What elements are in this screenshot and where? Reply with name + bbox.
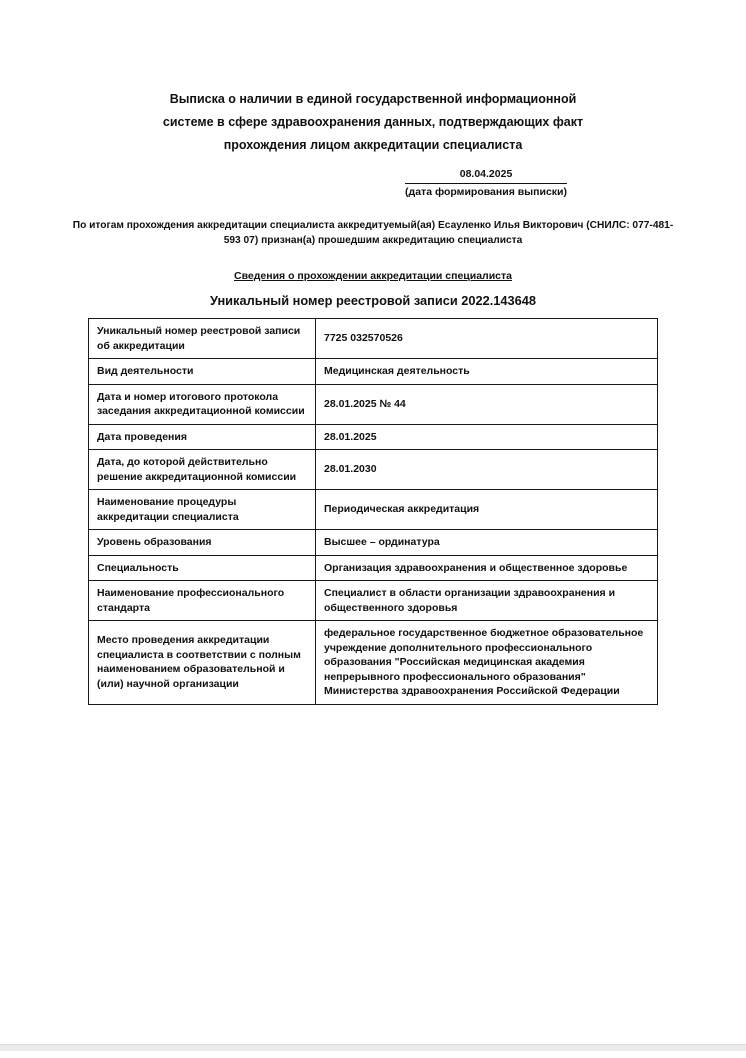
table-row-value: Медицинская деятельность (316, 359, 658, 385)
date-block-wrap (0, 167, 746, 200)
table-row-label: Дата проведения (89, 424, 316, 450)
bottom-toolbar-edge (0, 1044, 746, 1051)
table-row (89, 581, 658, 621)
table-row (89, 384, 658, 424)
table-row-label: Вид деятельности (89, 359, 316, 385)
table-row-label: Специальность (89, 555, 316, 581)
document-title (0, 88, 746, 157)
table-row-value: 7725 032570526 (316, 319, 658, 359)
table-row-value: федеральное государственное бюджетное образовательное учреждение дополнительного профессионального образования "Российская медицинская академия непрерывного профессионального образования" Министерства здравоохранения Российской Федерации (316, 621, 658, 705)
table-row-label: Место проведения аккредитации специалиста в соответствии с полным наименованием образовательной и (или) научной организации (89, 621, 316, 705)
table-row-value: Высшее – ординатура (316, 530, 658, 556)
table-row-label: Дата, до которой действительно решение аккредитационной комиссии (89, 450, 316, 490)
extract-date-caption: (дата формирования выписки) (405, 186, 567, 198)
table-row (89, 530, 658, 556)
accreditation-result-line: 593 07) признан(а) прошедшим аккредитацию специалиста (223, 235, 523, 246)
accreditation-table-body (89, 319, 658, 705)
table-row (89, 555, 658, 581)
table-row-label: Уникальный номер реестровой записи об аккредитации (89, 319, 316, 359)
table-row (89, 319, 658, 359)
table-row (89, 450, 658, 490)
document-title-line: системе в сфере здравоохранения данных, подтверждающих факт (162, 115, 584, 129)
accreditation-result-paragraph (0, 218, 746, 248)
table-row-value: Специалист в области организации здравоохранения и общественного здоровья (316, 581, 658, 621)
table-row-value: Периодическая аккредитация (316, 490, 658, 530)
extract-date-value: 08.04.2025 (405, 167, 567, 184)
document-title-line: прохождения лицом аккредитации специалиста (223, 138, 523, 152)
table-row-value: Организация здравоохранения и общественное здоровье (316, 555, 658, 581)
accreditation-result-line: По итогам прохождения аккредитации специалиста аккредитуемый(ая) Есауленко Илья Викторович (СНИЛС: 077-481- (72, 220, 674, 231)
table-row-label: Наименование профессионального стандарта (89, 581, 316, 621)
table-row (89, 359, 658, 385)
table-row (89, 490, 658, 530)
table-row-value: 28.01.2025 (316, 424, 658, 450)
registry-number-heading: Уникальный номер реестровой записи 2022.143648 (209, 293, 536, 308)
table-row (89, 424, 658, 450)
table-row-label: Уровень образования (89, 530, 316, 556)
accreditation-table (88, 318, 658, 705)
extract-date-block (405, 167, 567, 199)
table-row (89, 621, 658, 705)
section-heading: Сведения о прохождении аккредитации специалиста (234, 270, 512, 282)
table-row-value: 28.01.2030 (316, 450, 658, 490)
table-row-value: 28.01.2025 № 44 (316, 384, 658, 424)
table-row-label: Наименование процедуры аккредитации специалиста (89, 490, 316, 530)
table-row-label: Дата и номер итогового протокола заседания аккредитационной комиссии (89, 384, 316, 424)
document-title-line: Выписка о наличии в единой государственной информационной (169, 92, 577, 106)
